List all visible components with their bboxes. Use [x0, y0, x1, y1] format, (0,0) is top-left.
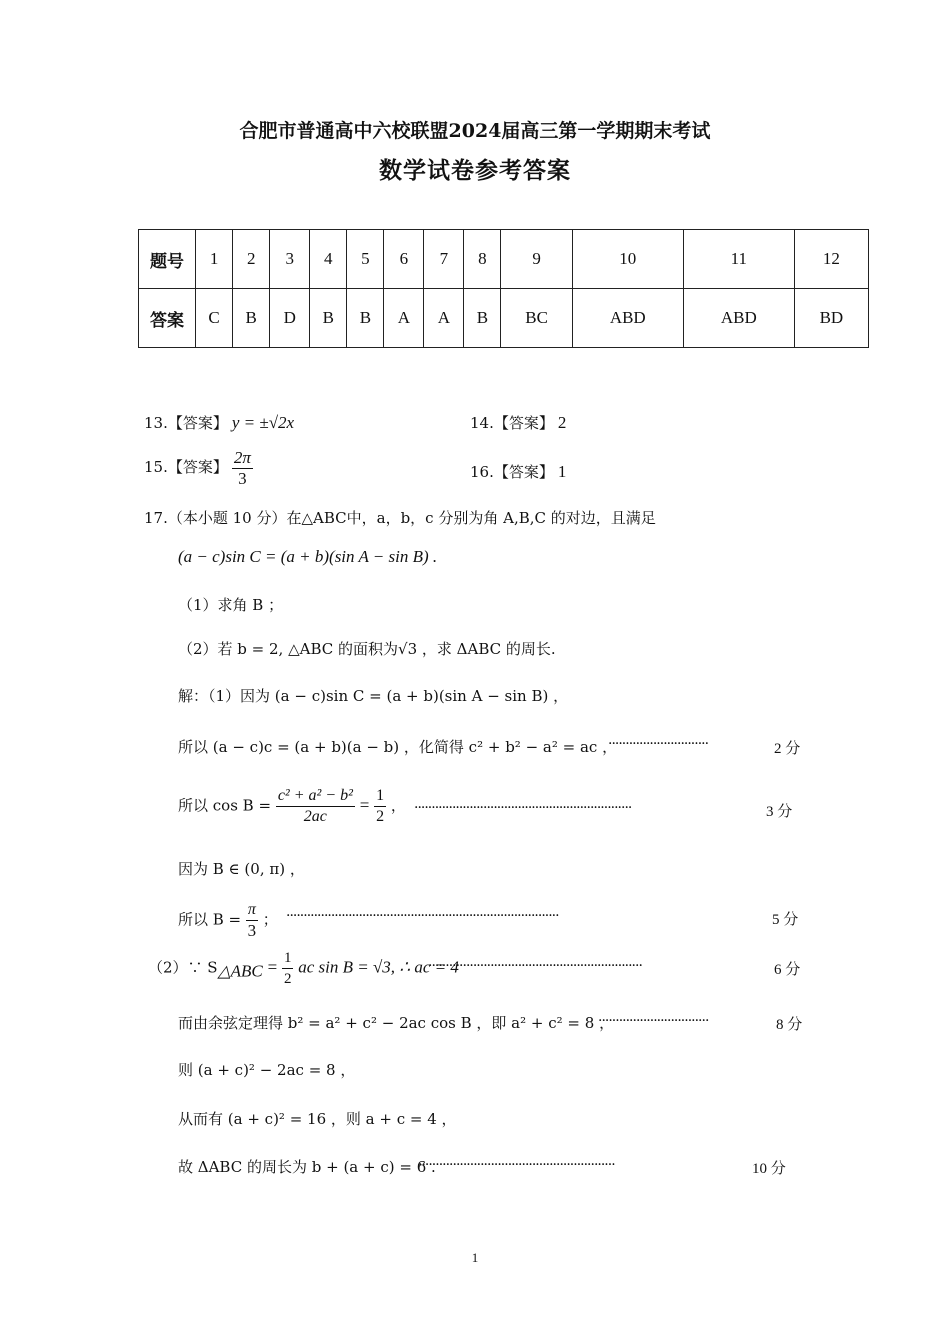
sol5-numerator: π — [246, 900, 258, 921]
score-2: 2 分 — [774, 741, 801, 757]
row-label-answer: 答案 — [139, 289, 196, 348]
score-3: 3 分 — [766, 804, 793, 820]
sol6-fraction — [282, 948, 294, 989]
dot-leader: ··············································································· — [286, 908, 559, 924]
solution-line-9: 从而有 (a + c)² = 16 ，则 a + c = 4 ， — [178, 1110, 457, 1128]
sol6-equals: = — [267, 957, 278, 977]
dot-leader: ······························································· — [414, 800, 632, 816]
table-cell: 11 — [683, 230, 794, 289]
q15-denominator: 3 — [238, 469, 247, 488]
sol5-prefix: 所以 B = — [178, 910, 242, 929]
answer-table — [138, 229, 869, 348]
q16-label: 16.【答案】 — [470, 463, 554, 481]
q13-answer — [144, 412, 294, 433]
table-cell: ABD — [683, 289, 794, 348]
exam-title: 合肥市普通高中六校联盟2024届高三第一学期期末考试 — [239, 120, 711, 142]
solution-line-10: 故 ΔABC 的周长为 b + (a + c) = 6 . — [178, 1158, 436, 1176]
score-5: 5 分 — [772, 912, 799, 928]
sol3-denominator-2: 2 — [376, 808, 385, 825]
sol3-fraction — [276, 786, 355, 827]
table-cell: BC — [501, 289, 572, 348]
solution-line-3: 所以 cos B = $\frac{\text{c² + a² − b²}}{2ac}$ = $\frac{1}{2}$ ， — [178, 787, 406, 825]
sol6-denominator: 2 — [283, 971, 292, 987]
q15-label: 15.【答案】 — [144, 458, 228, 477]
sol5-denominator: 3 — [247, 921, 257, 940]
table-cell: C — [196, 289, 233, 348]
sol3-numerator: c² + a² − b² — [276, 786, 355, 807]
answer-key-title: 数学试卷参考答案 — [379, 157, 571, 184]
q16-answer — [470, 461, 566, 482]
sol6-prefix: （2）∵ S — [148, 958, 218, 977]
table-cell: 6 — [384, 230, 424, 289]
sol6-rest: ac sin B = √3, ∴ ac = 4 — [298, 957, 459, 977]
sol5-fraction — [246, 900, 258, 941]
sol6-subscript: △ABC — [217, 961, 263, 981]
q17-part1: （1）求角 B ； — [178, 596, 284, 614]
table-cell: 5 — [347, 230, 384, 289]
table-cell: 9 — [501, 230, 572, 289]
sol3-equals: = — [359, 795, 370, 815]
table-cell: B — [347, 289, 384, 348]
row-label-number: 题号 — [139, 230, 196, 289]
solution-line-7: 而由余弦定理得 b² = a² + c² − 2ac cos B ，即 a² + c² = 8 ， — [178, 1014, 615, 1032]
q14-label: 14.【答案】 — [470, 414, 554, 432]
q17-condition: (a − c)sin C = (a + b)(sin A − sin B) . — [178, 547, 438, 566]
q15-answer — [144, 448, 253, 489]
q13-label: 13.【答案】 — [144, 414, 228, 432]
q17-part2: （2）若 b = 2, △ABC 的面积为√3 ，求 ΔABC 的周长. — [178, 640, 556, 658]
score-10: 10 分 — [752, 1161, 786, 1177]
dot-leader: ······························································ — [428, 958, 642, 974]
score-8: 8 分 — [776, 1017, 803, 1033]
page-number: 1 — [471, 1250, 479, 1265]
solution-line-8: 则 (a + c)² − 2ac = 8 ， — [178, 1061, 356, 1079]
q15-numerator: 2π — [233, 448, 251, 467]
solution-line-5: 所以 B = $\frac{\pi}{3}$ ； — [178, 901, 278, 940]
sol3-prefix: 所以 cos B = — [178, 796, 272, 815]
table-cell: 7 — [424, 230, 464, 289]
table-cell: B — [310, 289, 347, 348]
sol3-denominator: 2ac — [303, 808, 327, 825]
q17-stem: 17.（本小题 10 分）在△ABC中，a，b，c 分别为角 A,B,C 的对边，且满足 — [144, 509, 656, 527]
solution-line-1: 解：（1）因为 (a − c)sin C = (a + b)(sin A − sin B) ， — [178, 687, 569, 705]
score-6: 6 分 — [774, 962, 801, 978]
table-cell: 4 — [310, 230, 347, 289]
table-cell: D — [270, 289, 310, 348]
dot-leader: ································ — [598, 1013, 709, 1029]
table-cell: BD — [794, 289, 868, 348]
solution-line-6 — [148, 948, 459, 989]
q13-value: y = ±√2x — [231, 413, 295, 432]
table-cell: A — [424, 289, 464, 348]
table-cell: B — [233, 289, 270, 348]
table-cell: 8 — [464, 230, 501, 289]
table-cell: 10 — [572, 230, 683, 289]
table-cell: 1 — [196, 230, 233, 289]
table-cell: ABD — [572, 289, 683, 348]
table-cell: 2 — [233, 230, 270, 289]
solution-line-2: 所以 (a − c)c = (a + b)(a − b) ，化简得 c² + b² − a² = ac ， — [178, 738, 618, 756]
dot-leader: ····························· — [608, 736, 709, 752]
q14-answer — [470, 412, 566, 433]
table-cell: B — [464, 289, 501, 348]
table-cell: 12 — [794, 230, 868, 289]
table-cell: A — [384, 289, 424, 348]
sol3-numerator-2: 1 — [374, 786, 386, 807]
sol6-numerator: 1 — [282, 948, 294, 969]
table-cell: 3 — [270, 230, 310, 289]
q16-value: 1 — [557, 462, 567, 481]
table-row-numbers — [139, 230, 869, 289]
q15-fraction — [232, 448, 253, 489]
q14-value: 2 — [557, 413, 567, 432]
table-row-answers — [139, 289, 869, 348]
sol3-fraction-2 — [374, 786, 386, 827]
solution-line-4: 因为 B ∈ (0, π) ， — [178, 860, 305, 878]
dot-leader: ························································· — [418, 1157, 615, 1173]
